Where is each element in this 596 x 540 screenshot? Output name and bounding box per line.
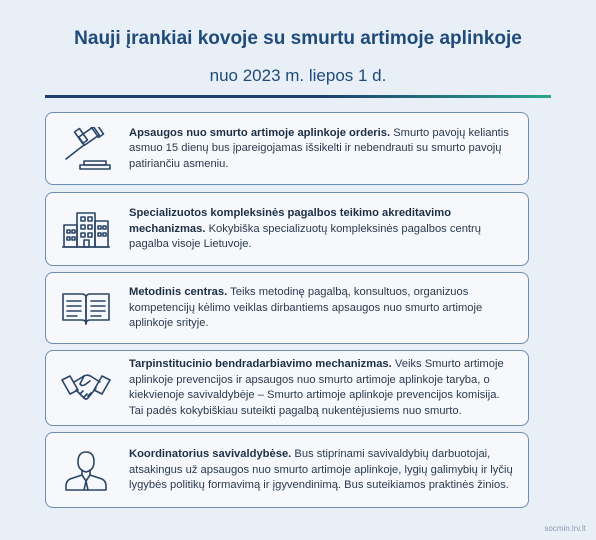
card-text bbox=[129, 357, 516, 419]
card-body: Smurto pavojų keliantis asmuo 15 dienų bus įpareigojamas išsikelti ir nebendrauti su smurto pavojų patiriančiu asmeniu. bbox=[129, 126, 509, 170]
page-title: Nauji įrankiai kovoje su smurtu artimoje aplinkoje bbox=[74, 28, 522, 49]
card-body: Veiks Smurto artimoje aplinkoje prevencijos ir apsaugos nuo smurto artimoje aplinkoje taryba, o kiekvienoje savivaldybėje – Smurto artimoje aplinkoje prevencijos komisija. Tai padės kokybiškiau suteikti pagalbą nukentėjusiems nuo smurto. bbox=[129, 358, 504, 417]
person-icon bbox=[60, 448, 112, 492]
title-divider bbox=[45, 95, 551, 98]
open-book-icon bbox=[60, 286, 112, 330]
handshake-icon bbox=[60, 366, 112, 410]
source-credit: socmin.lrv.lt bbox=[544, 524, 586, 533]
card-body: Kokybiška specializuotų kompleksinės pagalbos centrų pagalba visoje Lietuvoje. bbox=[129, 222, 481, 250]
card-coordinator bbox=[45, 432, 529, 508]
card-heading: Apsaugos nuo smurto artimoje aplinkoje orderis. bbox=[129, 126, 391, 139]
gavel-icon bbox=[60, 127, 112, 171]
card-methodical-center bbox=[45, 272, 529, 344]
card-protection-order bbox=[45, 112, 529, 185]
card-body: Teiks metodinę pagalbą, konsultuos, organizuos kompetencijų kėlimo veiklas dirbantiems apsaugos nuo smurto artimoje aplinkoje srityje. bbox=[129, 285, 483, 329]
card-body: Bus stiprinami savivaldybių darbuotojai, atsakingus už apsaugos nuo smurto artimoje aplinkoje, lygių galimybių ir lyčių lygybės politikų formavimą ir įgyvendinimą. Bus suteikiamos praktinės žinios. bbox=[129, 447, 513, 491]
card-interinstitutional bbox=[45, 350, 529, 426]
card-text bbox=[129, 285, 516, 332]
card-heading: Metodinis centras. bbox=[129, 285, 228, 298]
buildings-icon bbox=[60, 207, 112, 251]
card-heading: Koordinatorius savivaldybėse. bbox=[129, 447, 292, 460]
card-text bbox=[129, 206, 516, 253]
card-text bbox=[129, 125, 516, 172]
page-subtitle: nuo 2023 m. liepos 1 d. bbox=[209, 66, 387, 85]
card-heading: Tarpinstitucinio bendradarbiavimo mechanizmas. bbox=[129, 358, 392, 370]
card-heading: Specializuotos kompleksinės pagalbos teikimo akreditavimo mechanizmas. bbox=[129, 206, 452, 235]
card-accreditation bbox=[45, 192, 529, 266]
card-text bbox=[129, 447, 516, 494]
